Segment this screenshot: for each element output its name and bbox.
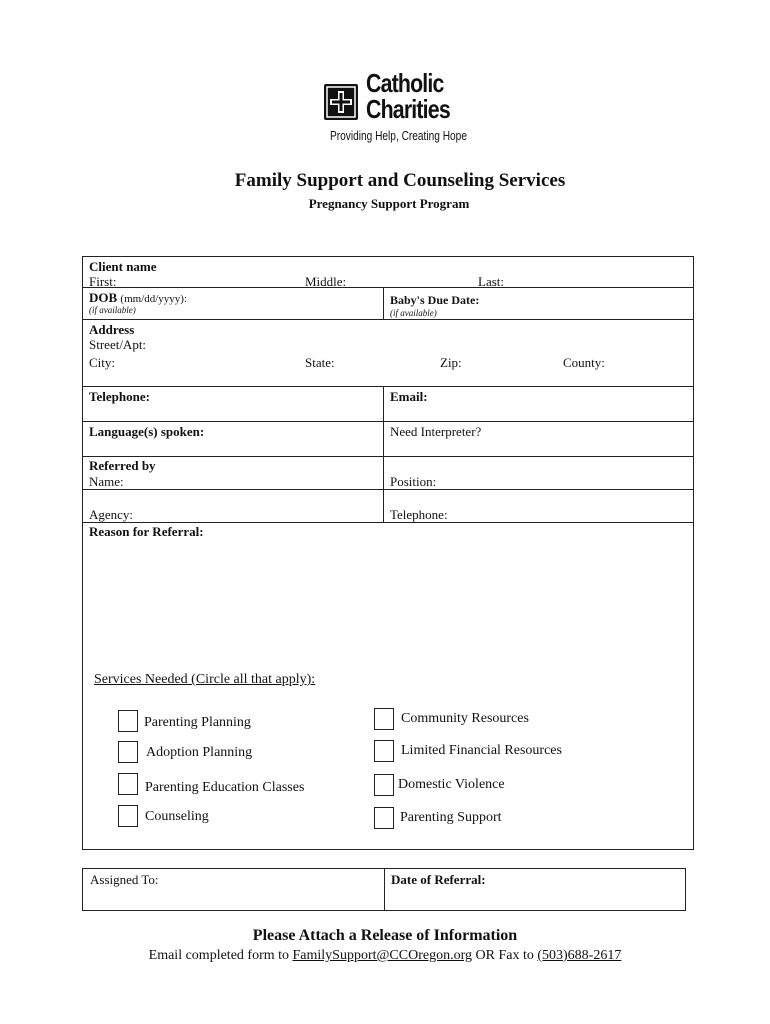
email-link[interactable]: FamilySupport@CCOregon.org: [292, 948, 472, 963]
languages-field[interactable]: Language(s) spoken:: [89, 424, 205, 439]
date-of-referral-field[interactable]: Date of Referral:: [391, 872, 486, 887]
fax-number[interactable]: (503)688-2617: [537, 948, 622, 963]
checkbox-limited-financial-resources[interactable]: [374, 740, 394, 762]
checkbox-community-resources[interactable]: [374, 708, 394, 730]
instructions-or-fax: OR Fax to: [475, 948, 534, 963]
checkbox-parenting-support[interactable]: [374, 807, 394, 829]
dob-note: (if available): [89, 305, 136, 315]
divider: [82, 522, 694, 523]
checkbox-adoption-planning[interactable]: [118, 741, 138, 763]
services-needed-label: Services Needed (Circle all that apply):: [94, 672, 316, 687]
service-label: Parenting Education Classes: [145, 780, 305, 795]
state-field[interactable]: State:: [305, 355, 335, 370]
last-name-field[interactable]: Last:: [478, 274, 504, 289]
submission-instructions: [0, 948, 770, 964]
service-label: Parenting Support: [400, 810, 502, 825]
reason-for-referral-field[interactable]: Reason for Referral:: [89, 524, 204, 539]
divider: [82, 456, 694, 457]
divider: [82, 421, 694, 422]
page-title: Family Support and Counseling Services: [234, 170, 566, 191]
divider: [82, 489, 694, 490]
logo-text-catholic: Catholic: [366, 68, 444, 98]
email-field[interactable]: Email:: [390, 389, 428, 404]
instructions-prefix: Email completed form to: [148, 948, 290, 963]
referrer-telephone-field[interactable]: Telephone:: [390, 507, 448, 522]
dob-format: (mm/dd/yyyy):: [120, 293, 188, 305]
service-label: Counseling: [145, 809, 209, 824]
city-field[interactable]: City:: [89, 355, 116, 370]
county-field[interactable]: County:: [563, 355, 605, 370]
due-date-note: (if available): [390, 308, 437, 318]
telephone-field[interactable]: Telephone:: [89, 389, 150, 404]
divider: [82, 287, 694, 288]
checkbox-counseling[interactable]: [118, 805, 138, 827]
page-subtitle: Pregnancy Support Program: [308, 196, 470, 211]
service-label: Domestic Violence: [398, 777, 505, 792]
checkbox-domestic-violence[interactable]: [374, 774, 394, 796]
service-label: Parenting Planning: [144, 715, 251, 730]
referrer-agency-field[interactable]: Agency:: [89, 507, 134, 522]
column-divider: [383, 287, 384, 319]
checkbox-parenting-planning[interactable]: [118, 710, 138, 732]
referred-by-label: Referred by: [89, 458, 156, 473]
assigned-to-field[interactable]: Assigned To:: [90, 872, 159, 887]
logo-text-charities: Charities: [366, 94, 450, 124]
logo-cross-icon: [324, 84, 358, 120]
interpreter-field[interactable]: Need Interpreter?: [390, 424, 482, 439]
due-date-field[interactable]: Baby's Due Date:: [390, 293, 480, 307]
address-label: Address: [89, 322, 135, 337]
street-field[interactable]: Street/Apt:: [89, 337, 147, 352]
divider: [82, 319, 694, 320]
column-divider: [384, 868, 385, 911]
client-name-label: Client name: [89, 259, 157, 274]
checkbox-parenting-education[interactable]: [118, 773, 138, 795]
first-name-field[interactable]: First:: [89, 274, 117, 289]
referrer-position-field[interactable]: Position:: [390, 474, 437, 489]
referrer-name-field[interactable]: Name:: [89, 474, 124, 489]
service-label: Limited Financial Resources: [401, 743, 562, 758]
zip-field[interactable]: Zip:: [440, 355, 462, 370]
service-label: Adoption Planning: [146, 745, 253, 760]
divider: [82, 386, 694, 387]
column-divider: [383, 386, 384, 522]
dob-label: DOB: [89, 290, 118, 305]
release-notice: Please Attach a Release of Information: [252, 927, 518, 944]
logo-tagline: Providing Help, Creating Hope: [330, 128, 467, 143]
service-label: Community Resources: [401, 711, 529, 726]
middle-name-field[interactable]: Middle:: [305, 274, 347, 289]
